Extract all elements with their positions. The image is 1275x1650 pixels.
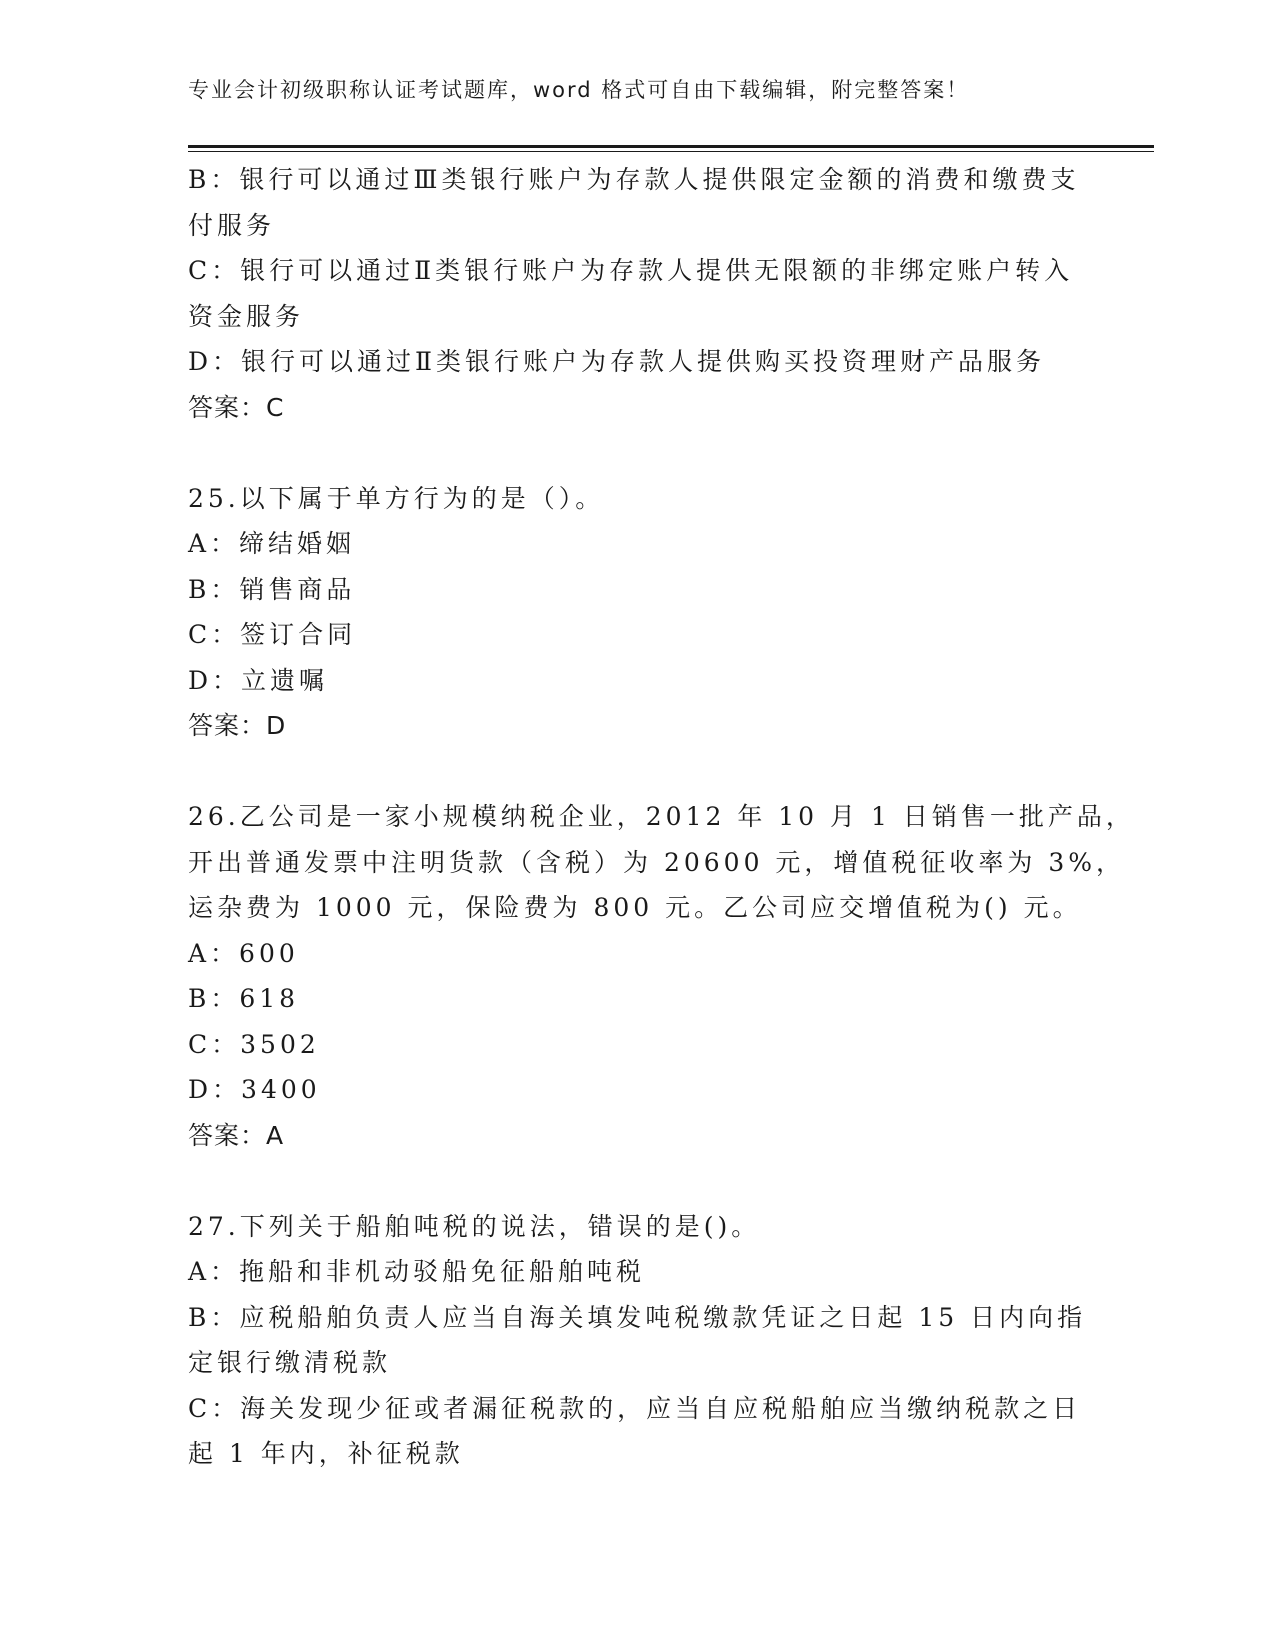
document-body [188, 157, 1135, 1477]
question-block [188, 157, 1088, 430]
option-text: D：立遗嘱 [188, 665, 329, 695]
option-text: B：应税船舶负责人应当自海关填发吨税缴款凭证之日起 15 日内向指 [188, 1302, 1087, 1332]
question-stem: 运杂费为 1000 元，保险费为 800 元。乙公司应交增值税为() 元。 [188, 893, 1082, 922]
option-text: C：海关发现少征或者漏征税款的，应当自应税船舶应当缴纳税款之日 [188, 1393, 1082, 1423]
option-text: B：银行可以通过Ⅲ类银行账户为存款人提供限定金额的消费和缴费支 [188, 165, 1080, 194]
answer-line: 答案：D [188, 711, 287, 740]
option-text: 起 1 年内，补征税款 [188, 1439, 464, 1468]
question-stem: 26.乙公司是一家小规模纳税企业，2012 年 10 月 1 日销售一批产品， [188, 802, 1135, 831]
spacer [188, 749, 1088, 795]
option-text: B：销售商品 [188, 574, 356, 604]
question-block [188, 476, 1088, 749]
option-text: C：签订合同 [188, 620, 357, 649]
option-text: A：拖船和非机动驳船免征船舶吨税 [188, 1257, 646, 1286]
answer-line: 答案：C [188, 392, 285, 422]
option-text: C：银行可以通过Ⅱ类银行账户为存款人提供无限额的非绑定账户转入 [188, 256, 1074, 285]
option-text: 付服务 [188, 210, 276, 240]
question-stem: 25.以下属于单方行为的是（）。 [188, 483, 605, 513]
option-text: 资金服务 [188, 301, 305, 331]
spacer [188, 1158, 1088, 1204]
question-stem: 27.下列关于船舶吨税的说法，错误的是()。 [188, 1211, 761, 1241]
option-text: C：3502 [188, 1029, 320, 1059]
header-rule-thin [188, 151, 1154, 152]
option-text: A：缔结婚姻 [188, 529, 356, 558]
option-text: D：3400 [188, 1075, 321, 1104]
question-block [188, 1204, 1088, 1477]
answer-line: 答案：A [188, 1120, 285, 1150]
option-text: B：618 [188, 984, 300, 1013]
option-text: D：银行可以通过Ⅱ类银行账户为存款人提供购买投资理财产品服务 [188, 347, 1046, 376]
option-text: A：600 [188, 938, 299, 968]
spacer [188, 430, 1088, 476]
header-rule-thick [188, 145, 1154, 148]
question-block [188, 794, 1135, 1158]
question-stem: 开出普通发票中注明货款（含税）为 20600 元，增值税征收率为 3%， [188, 847, 1126, 877]
option-text: 定银行缴清税款 [188, 1348, 392, 1377]
page-header: 专业会计初级职称认证考试题库，word 格式可自由下载编辑，附完整答案！ [188, 78, 970, 102]
